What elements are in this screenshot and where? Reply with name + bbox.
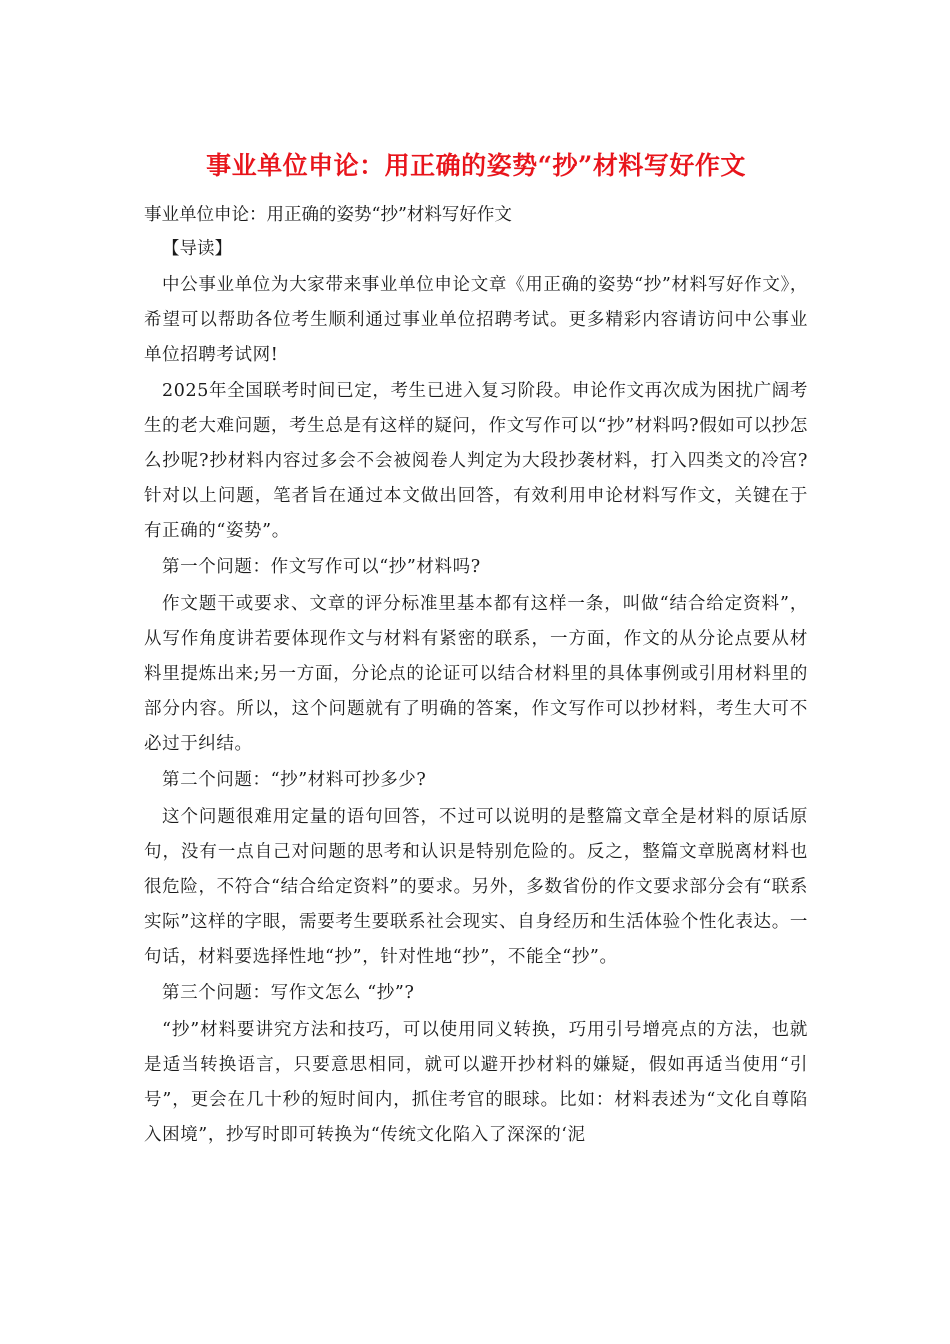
lead-label: 【导读】 — [162, 239, 232, 259]
document-title: 事业单位申论：用正确的姿势“抄”材料写好作文 — [206, 151, 746, 180]
question-1-heading: 第一个问题：作文写作可以“抄”材料吗? — [162, 557, 481, 577]
intro-paragraph: 中公事业单位为大家带来事业单位申论文章《用正确的姿势“抄”材料写好作文》，希望可以帮助各位考生顺利通过事业单位招聘考试。更多精彩内容请访问中公事业单位招聘考试网! — [144, 275, 808, 365]
document-page — [144, 146, 808, 1154]
question-3-heading: 第三个问题：写作文怎么 “抄”? — [162, 983, 415, 1003]
background-paragraph: 2025年全国联考时间已定，考生已进入复习阶段。申论作文再次成为困扰广阔考生的老大难问题，考生总是有这样的疑问，作文写作可以“抄”材料吗?假如可以抄怎么抄呢?抄材料内容过多会不会被阅卷人判定为大段抄袭材料，打入四类文的冷宫?针对以上问题，笔者旨在通过本文做出回答，有效利用申论材料写作文，关键在于有正确的“姿势”。 — [144, 381, 808, 541]
document-subtitle: 事业单位申论：用正确的姿势“抄”材料写好作文 — [144, 205, 512, 225]
answer-3-paragraph: “抄”材料要讲究方法和技巧，可以使用同义转换，巧用引号增亮点的方法，也就是适当转换语言，只要意思相同，就可以避开抄材料的嫌疑，假如再适当使用“引号”，更会在几十秒的短时间内，抓住考官的眼球。比如：材料表述为“文化自尊陷入困境”，抄写时即可转换为“传统文化陷入了深深的‘泥 — [144, 1020, 808, 1145]
answer-2-paragraph: 这个问题很难用定量的语句回答，不过可以说明的是整篇文章全是材料的原话原句，没有一点自己对问题的思考和认识是特别危险的。反之，整篇文章脱离材料也很危险，不符合“结合给定资料”的要求。另外，多数省份的作文要求部分会有“联系实际”这样的字眼，需要考生要联系社会现实、自身经历和生活体验个性化表达。一句话，材料要选择性地“抄”，针对性地“抄”，不能全“抄”。 — [144, 807, 808, 967]
answer-1-paragraph: 作文题干或要求、文章的评分标准里基本都有这样一条，叫做“结合给定资料”，从写作角度讲若要体现作文与材料有紧密的联系，一方面，作文的从分论点要从材料里提炼出来;另一方面，分论点的论证可以结合材料里的具体事例或引用材料里的部分内容。所以，这个问题就有了明确的答案，作文写作可以抄材料，考生大可不必过于纠结。 — [144, 594, 808, 754]
question-2-heading: 第二个问题：“抄”材料可抄多少? — [162, 770, 427, 790]
